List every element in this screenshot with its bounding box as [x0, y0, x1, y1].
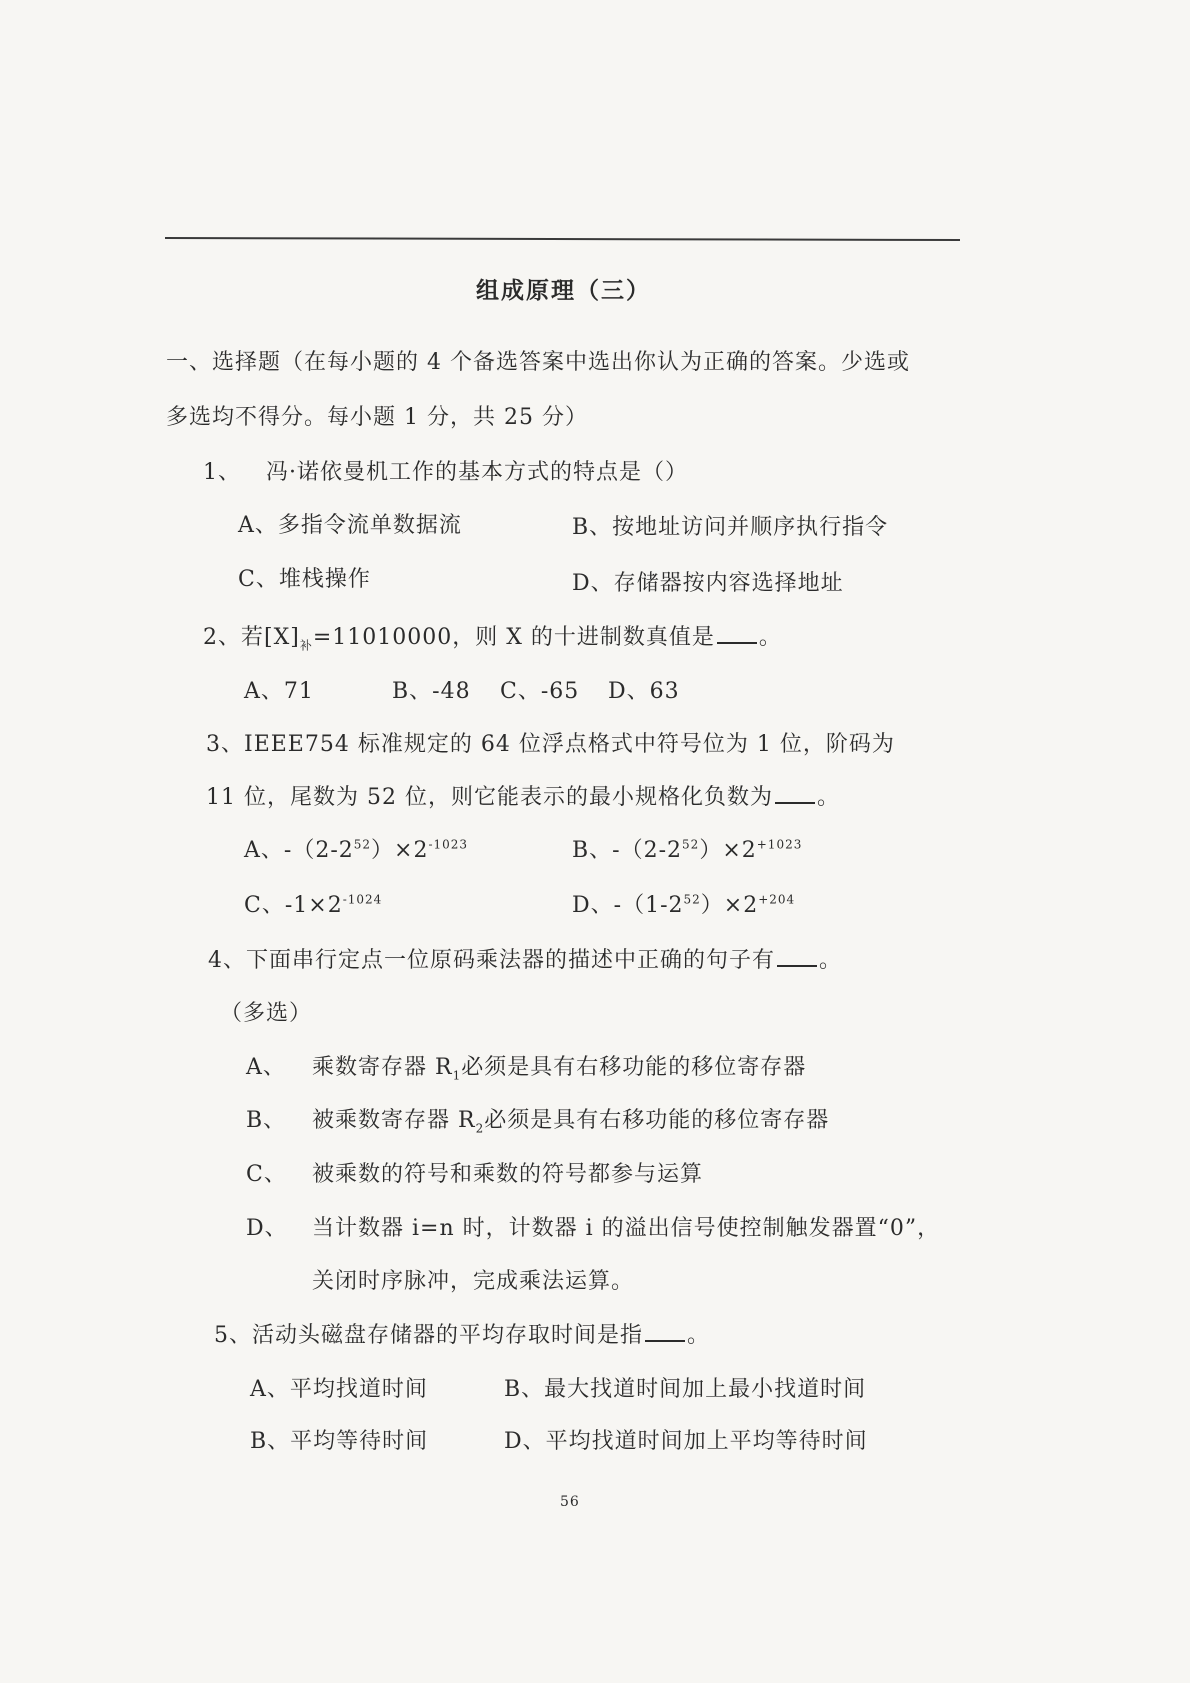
q2-stem-post: =11010000，则 X 的十进制数真值是: [312, 625, 715, 650]
q3-d-exp2: +204: [758, 892, 796, 907]
q4-option-a: [312, 1050, 806, 1082]
q3-a-base: A、-（2-2: [244, 838, 354, 863]
q3-c-exp: -1024: [342, 892, 383, 907]
q3-a-exp1: 52: [353, 837, 372, 852]
q4-a-pre: 乘数寄存器 R: [312, 1055, 453, 1080]
q5-option-d: D、平均找道时间加上平均等待时间: [504, 1429, 868, 1454]
q5-option-c: B、平均等待时间: [250, 1429, 429, 1454]
q1-option-c: C、堆栈操作: [238, 567, 371, 592]
q3-stem-line1: 3、IEEE754 标准规定的 64 位浮点格式中符号位为 1 位，阶码为: [206, 732, 895, 757]
q4-option-b: [312, 1103, 829, 1135]
q1-number: 1、: [203, 460, 241, 485]
q4-b-post: 必须是具有右移功能的移位寄存器: [484, 1108, 830, 1133]
q3-a-mid: ）×2: [371, 838, 429, 863]
section-instruction-line2: 多选均不得分。每小题 1 分，共 25 分）: [166, 405, 588, 430]
q4-b-sub: 2: [475, 1121, 485, 1136]
q3-option-d: [572, 888, 795, 919]
page-title: 组成原理（三）: [476, 277, 651, 304]
q4-option-b-label: B、: [246, 1108, 287, 1133]
q3-c-base: C、-1×2: [244, 893, 343, 918]
q3-d-base: D、-（1-2: [572, 893, 684, 918]
q3-b-mid: ）×2: [699, 838, 757, 863]
q5-stem: [214, 1318, 710, 1349]
q3-option-b: [572, 833, 802, 864]
q2-option-c: C、-65: [500, 679, 580, 704]
q3-option-a: [244, 833, 468, 864]
q3-stem-line2-text: 11 位，尾数为 52 位，则它能表示的最小规格化负数为: [206, 785, 773, 810]
q3-answer-blank: [775, 801, 815, 804]
q5-stem-text: 5、活动头磁盘存储器的平均存取时间是指: [214, 1323, 643, 1348]
page-number: 56: [560, 1494, 580, 1510]
q4-a-sub: 1: [452, 1068, 462, 1083]
section-instruction-line1: 一、选择题（在每小题的 4 个备选答案中选出你认为正确的答案。少选或: [166, 350, 910, 375]
q3-b-exp1: 52: [682, 837, 700, 852]
q4-stem-text: 4、下面串行定点一位原码乘法器的描述中正确的句子有: [208, 948, 775, 973]
q4-a-post: 必须是具有右移功能的移位寄存器: [461, 1055, 807, 1080]
q4-b-pre: 被乘数寄存器 R: [312, 1108, 476, 1133]
q2-stem: [203, 620, 782, 653]
q3-b-base: B、-（2-2: [572, 838, 683, 863]
q4-option-c-label: C、: [246, 1162, 287, 1187]
header-rule: [165, 237, 960, 241]
q4-option-c: 被乘数的符号和乘数的符号都参与运算: [312, 1162, 704, 1187]
q5-option-b: B、最大找道时间加上最小找道时间: [504, 1377, 867, 1402]
q4-option-d-line1: 当计数器 i=n 时，计数器 i 的溢出信号使控制触发器置“0”，: [312, 1216, 941, 1241]
q3-a-exp2: -1023: [428, 837, 469, 852]
q2-stem-end: 。: [758, 625, 782, 650]
q5-answer-blank: [645, 1339, 685, 1342]
q4-multi-select-note: （多选）: [220, 1001, 313, 1026]
q4-stem-end: 。: [819, 948, 843, 973]
q1-stem: 冯·诺依曼机工作的基本方式的特点是（）: [266, 460, 688, 485]
q2-stem-pre: 2、若[X]: [203, 625, 300, 650]
q1-option-d: D、存储器按内容选择地址: [572, 571, 844, 596]
q4-answer-blank: [777, 964, 817, 967]
q4-option-d-line2: 关闭时序脉冲，完成乘法运算。: [312, 1269, 635, 1294]
q5-option-a: A、平均找道时间: [250, 1377, 428, 1402]
q4-option-d-label: D、: [246, 1216, 288, 1241]
q2-answer-blank: [717, 641, 757, 644]
q4-stem: [208, 943, 842, 974]
q4-option-a-label: A、: [246, 1055, 286, 1080]
q5-stem-end: 。: [687, 1323, 711, 1348]
q1-option-a: A、多指令流单数据流: [238, 513, 462, 538]
q1-option-b: B、按地址访问并顺序执行指令: [572, 515, 889, 540]
q2-option-a: A、71: [244, 679, 314, 704]
q2-option-d: D、63: [608, 679, 680, 704]
q2-stem-sub: 补: [299, 638, 313, 653]
q3-stem-line2: [206, 780, 840, 811]
q3-b-exp2: +1023: [756, 837, 803, 852]
q3-d-exp1: 52: [683, 892, 701, 907]
q3-stem-end: 。: [816, 785, 840, 810]
q3-option-c: [244, 888, 382, 919]
q3-d-mid: ）×2: [700, 893, 759, 918]
q2-option-b: B、-48: [392, 679, 471, 704]
